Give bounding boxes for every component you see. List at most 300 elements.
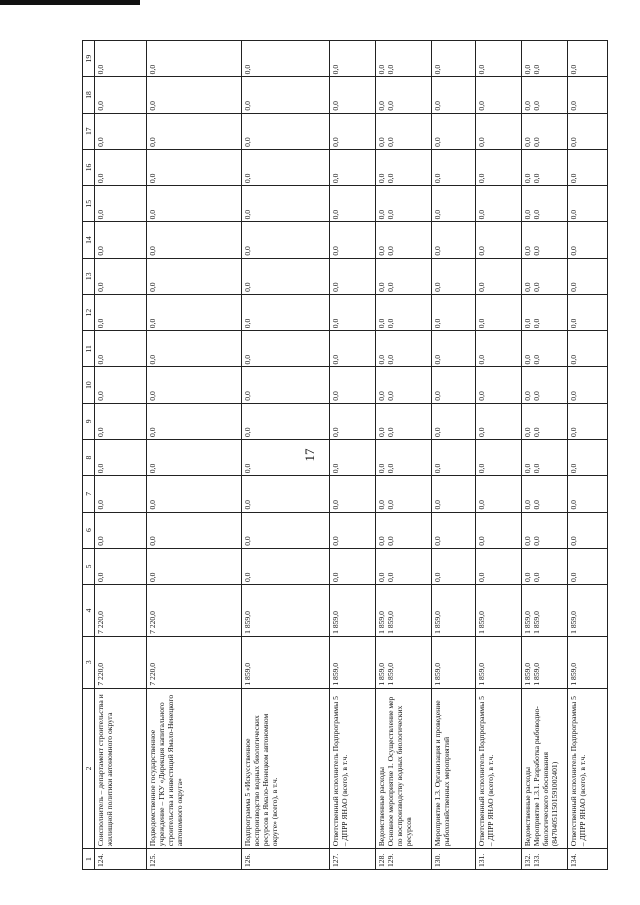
top-rule (0, 0, 140, 5)
value-cell (95, 149, 147, 185)
value-cell (147, 222, 242, 258)
cell-value: 0,0 (523, 173, 532, 184)
value-cell (147, 331, 242, 367)
value-cell (330, 113, 376, 149)
value-cell (330, 258, 376, 294)
cell-value: 0,0 (433, 64, 442, 75)
cell-value: 0,0 (96, 137, 105, 147)
row-name: Ведомственные расходы Основное мероприятие 1. Осуществление мер по воспроизводству водных биологических ресурсов (376, 688, 432, 849)
table-row (522, 41, 568, 870)
value-cell (522, 585, 568, 637)
value-cell (376, 636, 432, 688)
value-cell (432, 41, 476, 77)
cell-value: 0,0 (243, 64, 252, 75)
cell-value: 0,0 (243, 536, 252, 546)
value-cell (95, 77, 147, 113)
cell-value: 0,0 (532, 427, 541, 437)
cell-value: 0,0 (523, 572, 532, 583)
value-cell (476, 439, 522, 475)
value-cell (330, 367, 376, 403)
cell-value: 0,0 (532, 463, 541, 474)
cell-value: 0,0 (433, 427, 442, 437)
value-cell (242, 77, 330, 113)
cell-value: 0,0 (569, 101, 578, 111)
row-name: Ответственный исполнитель Подпрограммы 5 – ДПРР ЯНАО (всего), в т.ч. (476, 688, 522, 849)
column-header: 8 (83, 439, 95, 475)
value-cell (568, 331, 608, 367)
cell-value: 0,0 (148, 572, 157, 583)
value-cell (147, 367, 242, 403)
cell-value: 0,0 (433, 246, 442, 256)
cell-value: 0,0 (243, 209, 252, 220)
cell-value: 1 859,0 (386, 662, 395, 686)
cell-value: 0,0 (477, 572, 486, 583)
cell-value: 0,0 (386, 500, 395, 510)
value-cell (522, 77, 568, 113)
value-cell (242, 548, 330, 584)
cell-value: 0,0 (96, 318, 105, 329)
column-header: 11 (83, 331, 95, 367)
row-number: 125. (147, 849, 242, 870)
value-cell (568, 476, 608, 512)
cell-value: 7 220,0 (96, 662, 105, 686)
value-cell (476, 258, 522, 294)
cell-value: 0,0 (148, 536, 157, 546)
value-cell (330, 548, 376, 584)
cell-value: 0,0 (433, 572, 442, 583)
cell-value: 0,0 (243, 354, 252, 365)
cell-value: 0,0 (386, 572, 395, 583)
value-cell (432, 403, 476, 439)
cell-value: 0,0 (96, 500, 105, 510)
cell-value: 0,0 (386, 101, 395, 111)
value-cell (242, 367, 330, 403)
cell-value: 0,0 (243, 318, 252, 329)
value-cell (522, 403, 568, 439)
cell-value: 0,0 (96, 173, 105, 184)
value-cell (242, 439, 330, 475)
cell-value: 0,0 (148, 463, 157, 474)
cell-value: 0,0 (377, 209, 386, 220)
value-cell (522, 149, 568, 185)
value-cell (95, 403, 147, 439)
cell-value: 1 859,0 (569, 662, 578, 686)
value-cell (568, 222, 608, 258)
value-cell (476, 186, 522, 222)
cell-value: 0,0 (433, 536, 442, 546)
cell-value: 0,0 (569, 536, 578, 546)
value-cell (330, 439, 376, 475)
column-header: 4 (83, 585, 95, 637)
value-cell (522, 113, 568, 149)
cell-value: 0,0 (386, 209, 395, 220)
cell-value: 0,0 (569, 318, 578, 329)
value-cell (95, 636, 147, 688)
cell-value: 0,0 (377, 463, 386, 474)
value-cell (476, 476, 522, 512)
value-cell (242, 222, 330, 258)
value-cell (95, 548, 147, 584)
row-number: 131. (476, 849, 522, 870)
column-header: 10 (83, 367, 95, 403)
value-cell (242, 258, 330, 294)
value-cell (432, 258, 476, 294)
cell-value: 0,0 (477, 173, 486, 184)
value-cell (568, 548, 608, 584)
value-cell (568, 186, 608, 222)
value-cell (522, 294, 568, 330)
column-header: 15 (83, 186, 95, 222)
cell-value: 0,0 (477, 500, 486, 510)
cell-value: 1 859,0 (433, 662, 442, 686)
column-header: 13 (83, 258, 95, 294)
row-number: 126. (242, 849, 330, 870)
cell-value: 0,0 (148, 246, 157, 256)
row-number: 127. (330, 849, 376, 870)
cell-value: 0,0 (532, 282, 541, 292)
cell-value: 0,0 (433, 282, 442, 292)
cell-value: 1 859,0 (532, 611, 541, 634)
cell-value: 0,0 (386, 318, 395, 329)
cell-value: 0,0 (243, 246, 252, 256)
value-cell (95, 367, 147, 403)
cell-value: 0,0 (148, 64, 157, 75)
cell-value: 0,0 (523, 536, 532, 546)
value-cell (376, 403, 432, 439)
value-cell (242, 186, 330, 222)
value-cell (330, 186, 376, 222)
value-cell (568, 585, 608, 637)
row-name: Ответственный исполнитель Подпрограммы 5 – ДПРР ЯНАО (всего), в т.ч. (330, 688, 376, 849)
value-cell (568, 512, 608, 548)
cell-value: 0,0 (96, 354, 105, 365)
cell-value: 0,0 (477, 282, 486, 292)
cell-value: 0,0 (386, 246, 395, 256)
cell-value: 0,0 (96, 246, 105, 256)
cell-value: 0,0 (433, 391, 442, 401)
cell-value: 0,0 (377, 536, 386, 546)
value-cell (476, 113, 522, 149)
cell-value: 1 859,0 (532, 662, 541, 686)
value-cell (147, 585, 242, 637)
value-cell (476, 585, 522, 637)
cell-value: 1 859,0 (243, 611, 252, 634)
cell-value: 0,0 (569, 463, 578, 474)
cell-value: 0,0 (532, 391, 541, 401)
value-cell (476, 512, 522, 548)
value-cell (522, 548, 568, 584)
value-cell (147, 439, 242, 475)
cell-value: 0,0 (96, 391, 105, 401)
value-cell (432, 367, 476, 403)
value-cell (242, 149, 330, 185)
value-cell (476, 636, 522, 688)
cell-value: 1 859,0 (523, 611, 532, 634)
value-cell (432, 331, 476, 367)
cell-value: 0,0 (569, 137, 578, 147)
cell-value: 0,0 (386, 173, 395, 184)
cell-value: 0,0 (386, 536, 395, 546)
cell-value: 0,0 (148, 173, 157, 184)
cell-value: 0,0 (331, 536, 340, 546)
value-cell (376, 331, 432, 367)
value-cell (376, 149, 432, 185)
value-cell (522, 186, 568, 222)
value-cell (432, 585, 476, 637)
column-header: 3 (83, 636, 95, 688)
cell-value: 0,0 (148, 137, 157, 147)
cell-value: 0,0 (243, 463, 252, 474)
row-name: Подпрограмма 5 «Искусственное воспроизводство водных биологических ресурсов в Ямало-Ненецком автономном округе» (всего), в т.ч. (242, 688, 330, 849)
cell-value: 0,0 (243, 572, 252, 583)
column-header: 7 (83, 476, 95, 512)
cell-value: 0,0 (386, 463, 395, 474)
cell-value: 0,0 (477, 64, 486, 75)
row-name: Мероприятие 1.3. Организация и проведение рыбохозяйственных мероприятий (432, 688, 476, 849)
cell-value: 1 859,0 (433, 611, 442, 634)
value-cell (330, 403, 376, 439)
value-cell (242, 294, 330, 330)
cell-value: 0,0 (148, 500, 157, 510)
value-cell (376, 77, 432, 113)
value-cell (568, 636, 608, 688)
cell-value: 0,0 (331, 391, 340, 401)
cell-value: 0,0 (377, 282, 386, 292)
cell-value: 0,0 (96, 209, 105, 220)
value-cell (376, 367, 432, 403)
value-cell (147, 149, 242, 185)
value-cell (95, 512, 147, 548)
cell-value: 0,0 (243, 101, 252, 111)
value-cell (432, 222, 476, 258)
cell-value: 0,0 (433, 137, 442, 147)
value-cell (432, 548, 476, 584)
cell-value: 0,0 (569, 572, 578, 583)
cell-value: 0,0 (331, 137, 340, 147)
cell-value: 0,0 (532, 572, 541, 583)
cell-value: 0,0 (377, 246, 386, 256)
cell-value: 0,0 (569, 427, 578, 437)
value-cell (95, 258, 147, 294)
cell-value: 0,0 (433, 354, 442, 365)
column-header: 17 (83, 113, 95, 149)
value-cell (147, 548, 242, 584)
value-cell (522, 331, 568, 367)
value-cell (522, 636, 568, 688)
cell-value: 0,0 (569, 391, 578, 401)
cell-value: 0,0 (377, 427, 386, 437)
value-cell (522, 258, 568, 294)
value-cell (568, 294, 608, 330)
cell-value: 0,0 (243, 391, 252, 401)
cell-value: 0,0 (523, 282, 532, 292)
value-cell (95, 222, 147, 258)
cell-value: 1 859,0 (477, 662, 486, 686)
value-cell (147, 41, 242, 77)
table-row (95, 41, 147, 870)
cell-value: 0,0 (377, 101, 386, 111)
cell-value: 0,0 (569, 500, 578, 510)
value-cell (432, 113, 476, 149)
value-cell (330, 294, 376, 330)
cell-value: 0,0 (96, 427, 105, 437)
cell-value: 7 220,0 (148, 662, 157, 686)
cell-value: 0,0 (523, 137, 532, 147)
value-cell (432, 186, 476, 222)
cell-value: 0,0 (331, 427, 340, 437)
value-cell (95, 331, 147, 367)
cell-value: 0,0 (331, 282, 340, 292)
value-cell (432, 77, 476, 113)
cell-value: 0,0 (377, 173, 386, 184)
table-row (476, 41, 522, 870)
value-cell (522, 476, 568, 512)
value-cell (330, 222, 376, 258)
table-row (432, 41, 476, 870)
value-cell (242, 41, 330, 77)
cell-value: 0,0 (523, 463, 532, 474)
value-cell (242, 585, 330, 637)
value-cell (432, 636, 476, 688)
value-cell (95, 113, 147, 149)
cell-value: 0,0 (532, 500, 541, 510)
value-cell (376, 439, 432, 475)
cell-value: 0,0 (532, 536, 541, 546)
cell-value: 0,0 (331, 318, 340, 329)
cell-value: 0,0 (148, 209, 157, 220)
value-cell (376, 41, 432, 77)
cell-value: 0,0 (477, 427, 486, 437)
value-cell (242, 636, 330, 688)
value-cell (476, 367, 522, 403)
column-header: 18 (83, 77, 95, 113)
value-cell (376, 512, 432, 548)
cell-value: 0,0 (569, 209, 578, 220)
cell-value: 0,0 (569, 64, 578, 75)
value-cell (330, 77, 376, 113)
cell-value: 1 859,0 (477, 611, 486, 634)
cell-value: 0,0 (477, 463, 486, 474)
value-cell (330, 476, 376, 512)
cell-value: 0,0 (331, 463, 340, 474)
value-cell (522, 41, 568, 77)
value-cell (330, 512, 376, 548)
value-cell (476, 222, 522, 258)
table-row (376, 41, 432, 870)
cell-value: 0,0 (523, 427, 532, 437)
value-cell (476, 403, 522, 439)
column-header: 1 (83, 849, 95, 870)
cell-value: 0,0 (433, 463, 442, 474)
cell-value: 0,0 (523, 391, 532, 401)
value-cell (568, 403, 608, 439)
cell-value: 0,0 (477, 391, 486, 401)
value-cell (568, 77, 608, 113)
cell-value: 0,0 (377, 137, 386, 147)
value-cell (376, 113, 432, 149)
row-name: Подведомственное государственное учреждение – ГКУ «Дирекция капитального строительства и инвестиций Ямало-Ненецкого автономного округа» (147, 688, 242, 849)
cell-value: 0,0 (477, 101, 486, 111)
cell-value: 0,0 (532, 173, 541, 184)
column-header: 14 (83, 222, 95, 258)
cell-value: 0,0 (386, 282, 395, 292)
cell-value: 0,0 (477, 246, 486, 256)
value-cell (147, 636, 242, 688)
row-number: 130. (432, 849, 476, 870)
column-header: 19 (83, 41, 95, 77)
cell-value: 1 859,0 (377, 662, 386, 686)
cell-value: 7 220,0 (148, 611, 157, 634)
cell-value: 0,0 (477, 318, 486, 329)
cell-value: 0,0 (523, 246, 532, 256)
cell-value: 0,0 (96, 64, 105, 75)
cell-value: 0,0 (569, 282, 578, 292)
cell-value: 0,0 (433, 209, 442, 220)
value-cell (376, 548, 432, 584)
cell-value: 0,0 (523, 318, 532, 329)
value-cell (147, 77, 242, 113)
cell-value: 0,0 (377, 391, 386, 401)
value-cell (95, 439, 147, 475)
value-cell (242, 113, 330, 149)
cell-value: 0,0 (148, 318, 157, 329)
cell-value: 0,0 (96, 572, 105, 583)
cell-value: 0,0 (148, 282, 157, 292)
cell-value: 0,0 (96, 101, 105, 111)
cell-value: 0,0 (331, 101, 340, 111)
value-cell (476, 77, 522, 113)
value-cell (95, 585, 147, 637)
cell-value: 0,0 (523, 101, 532, 111)
value-cell (568, 439, 608, 475)
value-cell (242, 476, 330, 512)
table-row (330, 41, 376, 870)
cell-value: 0,0 (433, 101, 442, 111)
cell-value: 0,0 (148, 391, 157, 401)
cell-value: 0,0 (386, 427, 395, 437)
cell-value: 0,0 (243, 173, 252, 184)
cell-value: 0,0 (477, 354, 486, 365)
cell-value: 7 220,0 (96, 611, 105, 634)
cell-value: 0,0 (569, 246, 578, 256)
page-number: 17 (302, 448, 317, 462)
cell-value: 0,0 (523, 354, 532, 365)
cell-value: 0,0 (523, 64, 532, 75)
cell-value: 0,0 (96, 282, 105, 292)
value-cell (376, 222, 432, 258)
cell-value: 0,0 (243, 500, 252, 510)
cell-value: 0,0 (532, 318, 541, 329)
column-header: 12 (83, 294, 95, 330)
value-cell (376, 294, 432, 330)
cell-value: 0,0 (477, 536, 486, 546)
value-cell (522, 222, 568, 258)
value-cell (147, 186, 242, 222)
cell-value: 0,0 (523, 209, 532, 220)
value-cell (376, 258, 432, 294)
value-cell (95, 476, 147, 512)
value-cell (476, 149, 522, 185)
value-cell (432, 439, 476, 475)
cell-value: 1 859,0 (331, 611, 340, 634)
cell-value: 0,0 (532, 209, 541, 220)
column-header: 6 (83, 512, 95, 548)
cell-value: 0,0 (331, 354, 340, 365)
cell-value: 1 859,0 (569, 611, 578, 634)
value-cell (147, 476, 242, 512)
value-cell (376, 476, 432, 512)
cell-value: 0,0 (331, 572, 340, 583)
